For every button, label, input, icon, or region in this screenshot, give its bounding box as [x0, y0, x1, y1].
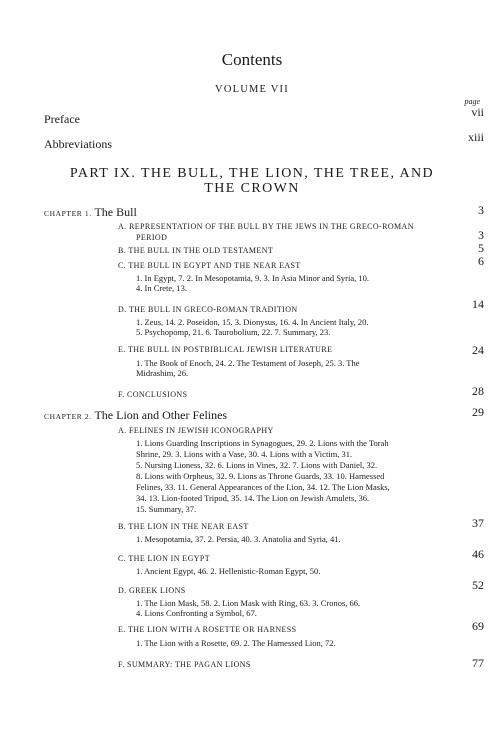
contents-title: Contents — [221, 50, 283, 69]
section-1e-sub-1: 1. The Book of Enoch, 24. 2. The Testament of Joseph, 25. 3. The — [136, 358, 360, 368]
chapter-2-heading[interactable] — [44, 408, 227, 423]
section-2a-sub-7: 15. Summary, 37. — [136, 504, 197, 514]
section-2a-sub-5: Felines, 33. 11. General Appearances of the Lion, 34. 12. The Lion Masks, — [136, 482, 390, 492]
section-2b[interactable]: B. THE LION IN THE NEAR EAST — [118, 522, 249, 531]
section-2c[interactable]: C. THE LION IN EGYPT — [118, 554, 211, 563]
section-1c-page: 6 — [478, 254, 484, 268]
section-1e-sub-2: Midrashim, 26. — [136, 368, 189, 378]
section-1d[interactable]: D. THE BULL IN GRECO-ROMAN TRADITION — [118, 305, 298, 314]
chapter-1-title: The Bull — [94, 205, 137, 219]
chapter-1-heading[interactable] — [44, 205, 137, 220]
abbreviations-entry[interactable]: Abbreviations — [44, 137, 112, 151]
section-2b-page: 37 — [472, 516, 484, 530]
section-2f[interactable]: F. SUMMARY: THE PAGAN LIONS — [118, 660, 251, 669]
section-1b-page: 5 — [478, 241, 484, 255]
chapter-2-label: CHAPTER 2. — [44, 412, 92, 421]
section-2a-sub-1: 1. Lions Guarding Inscriptions in Synagogues, 29. 2. Lions with the Torah — [136, 438, 389, 448]
page-column-label: page — [464, 97, 480, 106]
section-2f-page: 77 — [472, 656, 484, 670]
section-2d[interactable]: D. GREEK LIONS — [118, 586, 186, 595]
part-title-line-1: PART IX. THE BULL, THE LION, THE TREE, AND — [69, 166, 435, 181]
section-1c-sub-1: 1. In Egypt, 7. 2. In Mesopotamia, 9. 3. In Asia Minor and Syria, 10. — [136, 273, 370, 283]
section-1d-sub-1: 1. Zeus, 14. 2. Poseidon, 15. 3. Dionysus, 16. 4. In Ancient Italy, 20. — [136, 317, 369, 327]
section-1b[interactable]: B. THE BULL IN THE OLD TESTAMENT — [118, 246, 274, 255]
section-2a-sub-4: 8. Lions with Orpheus, 32. 9. Lions as Throne Guards, 33. 10. Harnessed — [136, 471, 385, 481]
section-1a-page: 3 — [478, 228, 484, 242]
section-2a-sub-6: 34. 13. Lion-footed Tripod, 35. 14. The Lion on Jewish Amulets, 36. — [136, 493, 370, 503]
section-1e[interactable]: E. THE BULL IN POSTBIBLICAL JEWISH LITERATURE — [118, 345, 333, 354]
section-2e-page: 69 — [472, 619, 484, 633]
section-2a[interactable]: A. FELINES IN JEWISH ICONOGRAPHY — [118, 426, 274, 435]
volume-heading: VOLUME VII — [215, 84, 289, 95]
section-2c-sub-1: 1. Ancient Egypt, 46. 2. Hellenistic-Roman Egypt, 50. — [136, 566, 321, 576]
preface-entry[interactable]: Preface — [44, 112, 80, 126]
chapter-2-title: The Lion and Other Felines — [94, 408, 228, 422]
section-1d-sub-2: 5. Psychopomp, 21. 6. Taurobolium, 22. 7. Summary, 23. — [136, 327, 331, 337]
section-2e[interactable]: E. THE LION WITH A ROSETTE OR HARNESS — [118, 625, 297, 634]
section-2d-page: 52 — [472, 578, 484, 592]
section-2d-sub-2: 4. Lions Confronting a Symbol, 67. — [136, 608, 257, 618]
section-1f[interactable]: F. CONCLUSIONS — [118, 390, 188, 399]
section-1f-page: 28 — [472, 384, 484, 398]
chapter-2-page: 29 — [472, 405, 484, 419]
chapter-1-label: CHAPTER 1. — [44, 209, 92, 218]
section-1a-cont: PERIOD — [136, 233, 168, 242]
section-2a-sub-3: 5. Nursing Lioness, 32. 6. Lions in Vines, 32. 7. Lions with Daniel, 32. — [136, 460, 378, 470]
section-1c[interactable]: C. THE BULL IN EGYPT AND THE NEAR EAST — [118, 261, 301, 270]
section-1e-page: 24 — [472, 343, 484, 357]
section-2a-sub-2: Shrine, 29. 3. Lions with a Vase, 30. 4. Lions with a Victim, 31. — [136, 449, 353, 459]
section-1a[interactable]: A. REPRESENTATION OF THE BULL BY THE JEWS IN THE GRECO-ROMAN — [118, 222, 414, 231]
preface-page: vii — [471, 105, 484, 119]
chapter-1-page: 3 — [478, 203, 484, 217]
abbreviations-page: xiii — [467, 130, 484, 144]
section-1d-page: 14 — [472, 297, 484, 311]
part-title-line-2: THE CROWN — [204, 181, 300, 196]
section-2c-page: 46 — [472, 547, 484, 561]
section-1c-sub-2: 4. In Crete, 13. — [136, 283, 187, 293]
section-2e-sub-1: 1. The Lion with a Rosette, 69. 2. The Harnessed Lion, 72. — [136, 638, 336, 648]
section-2b-sub-1: 1. Mesopotamia, 37. 2. Persia, 40. 3. Anatolia and Syria, 41. — [136, 534, 341, 544]
section-2d-sub-1: 1. The Lion Mask, 58. 2. Lion Mask with Ring, 63. 3. Cronos, 66. — [136, 598, 361, 608]
